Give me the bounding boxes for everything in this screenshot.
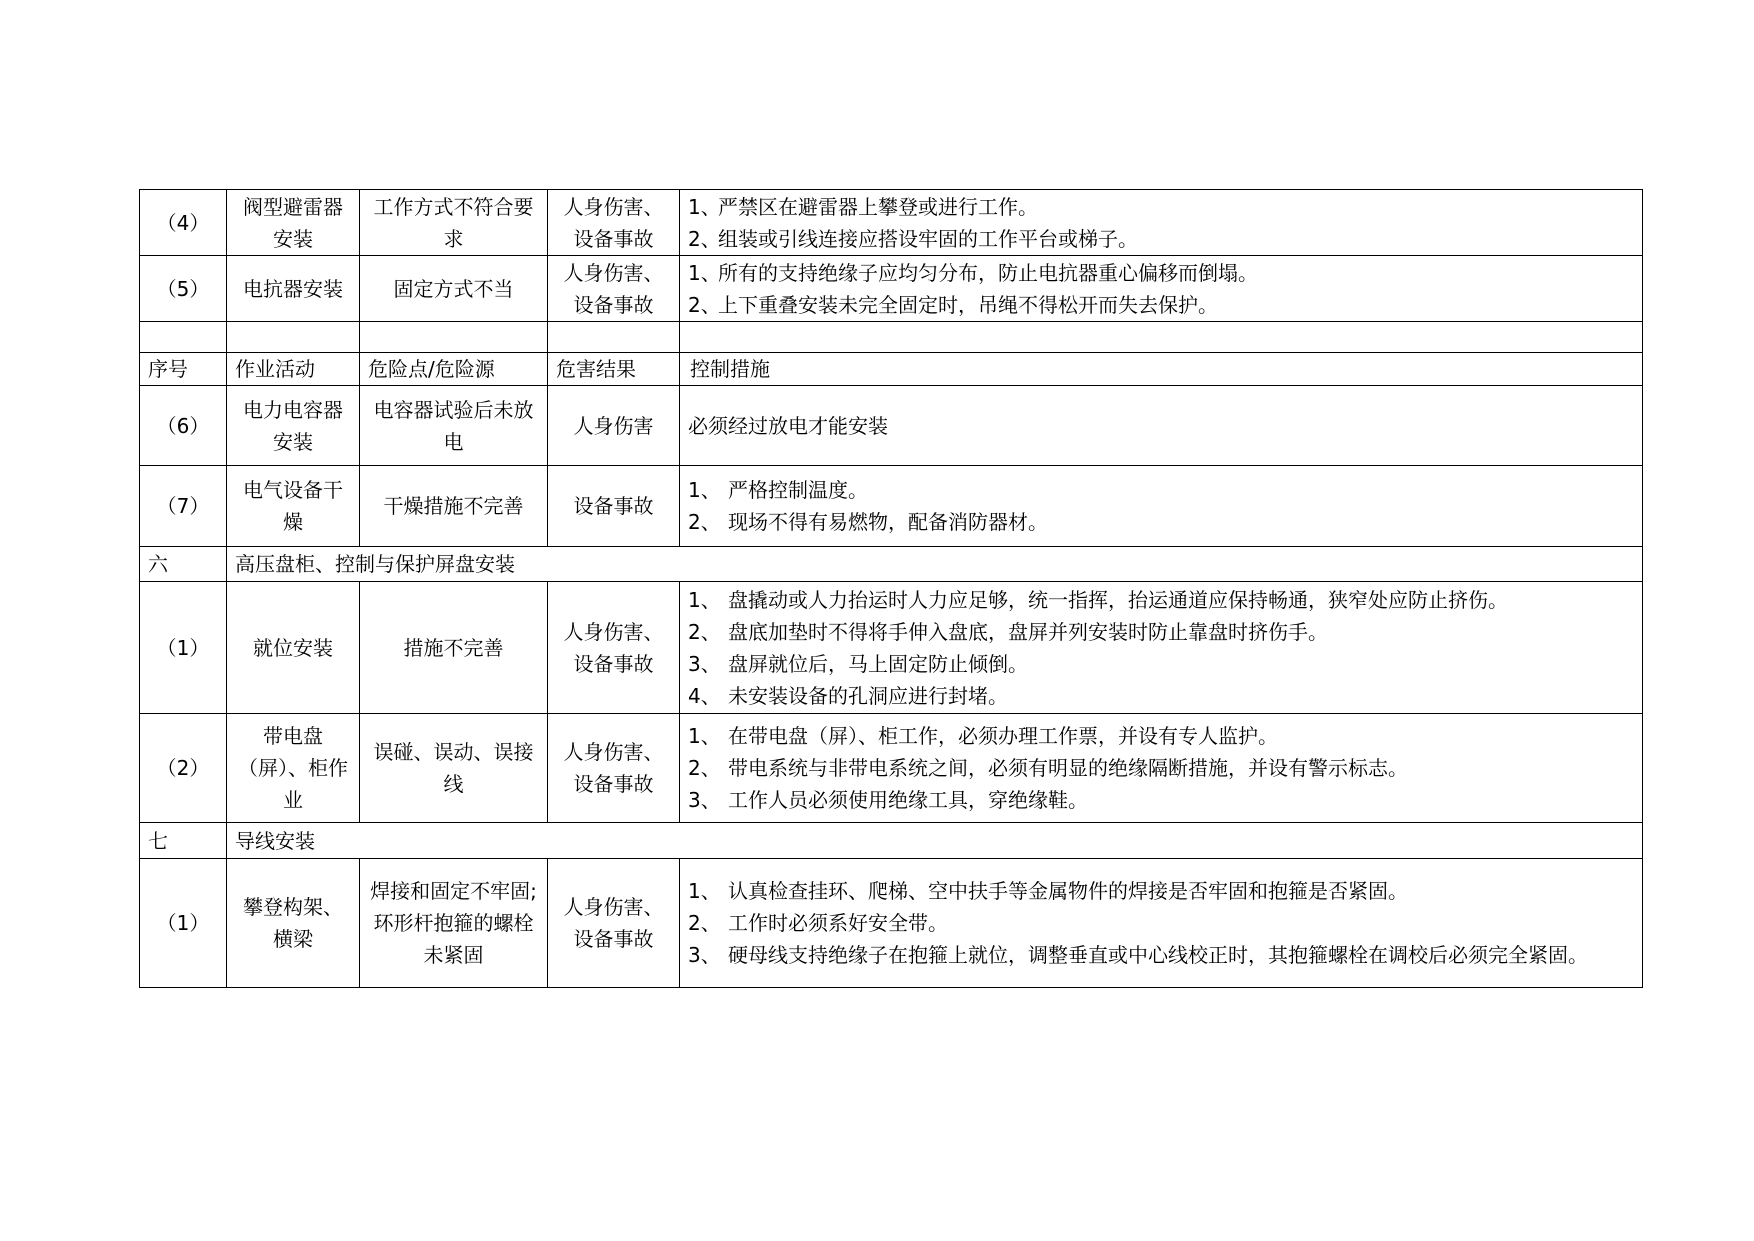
activity-cell: 电气设备干燥 [227, 466, 360, 547]
table-row [140, 386, 1643, 466]
measure-item: 1、 严格控制温度。 [688, 478, 868, 502]
seq-cell: （2） [140, 714, 227, 823]
activity-cell: 电力电容器安装 [227, 386, 360, 466]
header-result: 危害结果 [548, 353, 680, 386]
table-row [140, 582, 1643, 714]
section-number: 六 [140, 547, 227, 582]
hazard-cell: 焊接和固定不牢固; 环形杆抱箍的螺栓未紧固 [360, 859, 548, 988]
section-row [140, 823, 1643, 859]
measure-item: 1、 所有的支持绝缘子应均匀分布，防止电抗器重心偏移而倒塌。 [688, 260, 1258, 285]
result-cell: 人身伤害、设备事故 [548, 582, 680, 714]
measure-item: 2、 上下重叠安装未完全固定时，吊绳不得松开而失去保护。 [688, 292, 1218, 317]
activity-cell: 带电盘（屏）、柜作业 [227, 714, 360, 823]
measures-cell [680, 190, 1643, 256]
hazard-cell: 误碰、误动、误接线 [360, 714, 548, 823]
section-number: 七 [140, 823, 227, 859]
result-cell: 人身伤害、设备事故 [548, 256, 680, 322]
seq-cell: （1） [140, 859, 227, 988]
activity-cell: 阀型避雷器安装 [227, 190, 360, 256]
blank-row [140, 322, 1643, 353]
section-title: 导线安装 [227, 823, 1643, 859]
section-title: 高压盘柜、控制与保护屏盘安装 [227, 547, 1643, 582]
measure-item: 2、 盘底加垫时不得将手伸入盘底，盘屏并列安装时防止靠盘时挤伤手。 [688, 619, 1328, 644]
seq-cell: （5） [140, 256, 227, 322]
header-activity: 作业活动 [227, 353, 360, 386]
measure-item: 4、 未安装设备的孔洞应进行封堵。 [688, 683, 1008, 708]
hazard-cell: 固定方式不当 [360, 256, 548, 322]
hazard-cell: 措施不完善 [360, 582, 548, 714]
hazard-control-table [139, 189, 1643, 988]
result-cell: 人身伤害、设备事故 [548, 859, 680, 988]
seq-cell: （1） [140, 582, 227, 714]
measure-item: 1、 严禁区在避雷器上攀登或进行工作。 [688, 194, 1038, 219]
table-row [140, 256, 1643, 322]
seq-cell: （7） [140, 466, 227, 547]
measure-item: 3、 工作人员必须使用绝缘工具，穿绝缘鞋。 [688, 788, 1088, 812]
measure-item: 1、 在带电盘（屏）、柜工作，必须办理工作票，并设有专人监护。 [688, 724, 1278, 748]
measures-cell [680, 582, 1643, 714]
measures-cell [680, 714, 1643, 823]
measure-item: 1、 盘撬动或人力抬运时人力应足够，统一指挥，抬运通道应保持畅通，狭窄处应防止挤伤。 [688, 587, 1508, 612]
measure-item: 2、 组装或引线连接应搭设牢固的工作平台或梯子。 [688, 226, 1138, 251]
result-cell: 人身伤害、设备事故 [548, 190, 680, 256]
measure-item: 2、 带电系统与非带电系统之间，必须有明显的绝缘隔断措施，并设有警示标志。 [688, 756, 1408, 780]
measures-cell [680, 466, 1643, 547]
measure-item: 3、 盘屏就位后，马上固定防止倾倒。 [688, 651, 1028, 676]
header-hazard: 危险点/危险源 [360, 353, 548, 386]
measure-item: 3、 硬母线支持绝缘子在抱箍上就位，调整垂直或中心线校正时，其抱箍螺栓在调校后必须完全紧固。 [688, 943, 1588, 967]
measure-item: 1、 认真检查挂环、爬梯、空中扶手等金属物件的焊接是否牢固和抱箍是否紧固。 [688, 879, 1408, 903]
section-row [140, 547, 1643, 582]
table-row [140, 714, 1643, 823]
header-measures: 控制措施 [680, 353, 1643, 386]
result-cell: 设备事故 [548, 466, 680, 547]
result-cell: 人身伤害 [548, 386, 680, 466]
measures-cell [680, 859, 1643, 988]
seq-cell: （6） [140, 386, 227, 466]
measure-item: 2、 现场不得有易燃物，配备消防器材。 [688, 510, 1048, 534]
measure-item: 2、 工作时必须系好安全带。 [688, 911, 948, 935]
measures-cell: 必须经过放电才能安装 [680, 386, 1643, 466]
seq-cell: （4） [140, 190, 227, 256]
table-row [140, 190, 1643, 256]
hazard-cell: 干燥措施不完善 [360, 466, 548, 547]
activity-cell: 电抗器安装 [227, 256, 360, 322]
measures-cell [680, 256, 1643, 322]
header-row [140, 353, 1643, 386]
hazard-cell: 工作方式不符合要求 [360, 190, 548, 256]
activity-cell: 攀登构架、横梁 [227, 859, 360, 988]
hazard-cell: 电容器试验后未放电 [360, 386, 548, 466]
table-row [140, 466, 1643, 547]
header-seq: 序号 [140, 353, 227, 386]
activity-cell: 就位安装 [227, 582, 360, 714]
table-row [140, 859, 1643, 988]
result-cell: 人身伤害、设备事故 [548, 714, 680, 823]
